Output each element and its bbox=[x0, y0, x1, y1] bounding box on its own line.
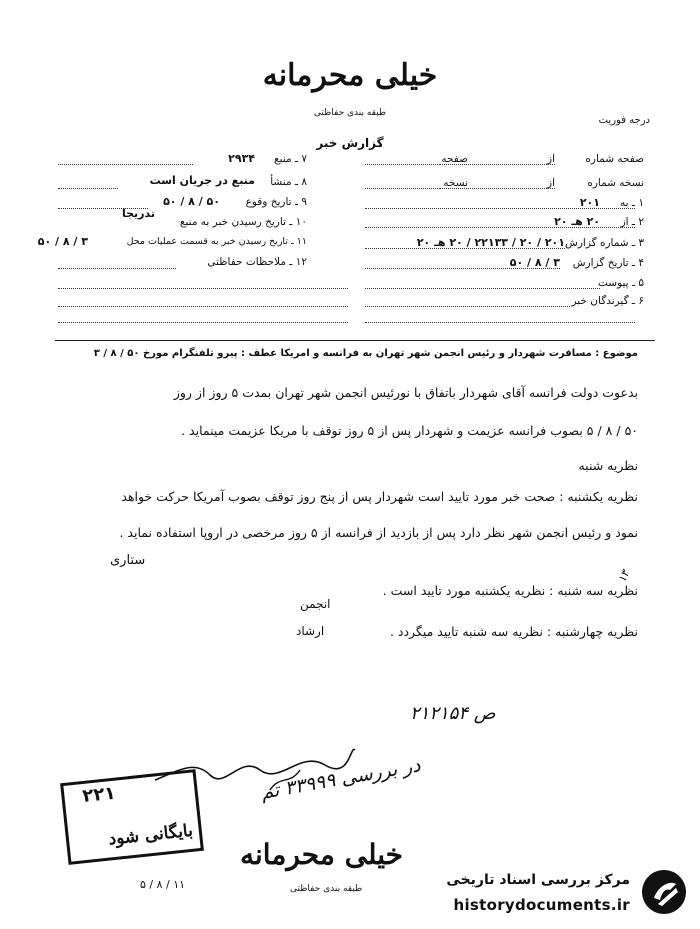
item7-label: ۷ ـ منبع bbox=[274, 153, 307, 165]
handwritten-margin-mark: ۱۳ bbox=[615, 568, 633, 585]
item6-dots bbox=[365, 306, 570, 307]
copy-of-label: از bbox=[547, 177, 555, 189]
item2-label: ۲ ـ از bbox=[620, 216, 644, 228]
handwritten-reference: ص ۲۱۲۱۵۴ bbox=[410, 703, 496, 724]
watermark-url: historydocuments.ir bbox=[453, 896, 630, 914]
copy-label: نسخه bbox=[443, 177, 468, 189]
priority-label: درجه فوریت bbox=[598, 115, 650, 126]
item12-dots bbox=[58, 268, 176, 269]
item8-label: ۸ ـ منشأ bbox=[270, 176, 307, 188]
stamp-text: بایگانی شود bbox=[107, 820, 194, 850]
item6-label: ۶ ـ گیرندگان خبر bbox=[571, 295, 644, 307]
body-line-6: نظریه سه شنبه : نظریه یکشنبه مورد تایید است . bbox=[382, 583, 638, 598]
subject-line: موضوع : مسافرت شهردار و رئیس انجمن شهر تهران به فرانسه و امریکا عطف : پیرو تلفنگرام مورخ ۵۰ / ۸ / ۳ bbox=[93, 348, 638, 359]
body-line-5: نمود و رئیس انجمن شهر نظر دارد پس از بازدید از فرانسه از ۵ روز مرخصی در اروپا استفاده نماید . bbox=[119, 525, 638, 540]
item11-value: ۵۰ / ۸ / ۳ bbox=[37, 235, 88, 248]
body-line-7: نظریه چهارشنبه : نظریه سه شنبه تایید میگردد . bbox=[389, 624, 638, 639]
item4-label: ۴ ـ تاریخ گزارش bbox=[572, 257, 644, 269]
item1-label: ۱ ـ به bbox=[620, 197, 644, 209]
item12-label: ۱۲ ـ ملاحظات حفاظتی bbox=[207, 256, 307, 268]
divider-line bbox=[55, 340, 655, 341]
item4-dots bbox=[365, 268, 560, 269]
page-label: صفحه bbox=[441, 153, 468, 165]
item1-value: ۲۰۱ bbox=[579, 196, 600, 209]
signature-2: انجمن bbox=[300, 597, 331, 611]
archive-stamp bbox=[60, 769, 204, 865]
stamp-number: ۲۲۱ bbox=[81, 782, 117, 807]
copy-of-dots bbox=[440, 188, 555, 189]
copy-dots bbox=[365, 188, 440, 189]
item4-value: ۵۰ / ۸ / ۳ bbox=[509, 256, 560, 269]
item2-dots bbox=[365, 227, 635, 228]
page-dots bbox=[365, 164, 440, 165]
item3-label: ۳ ـ شماره گزارش bbox=[565, 237, 644, 249]
item10-value: تدریجا bbox=[121, 207, 155, 220]
item3-value: ۲۰۱ / ۲۰ / ۲۲۱۳۳ / ۲۰ هـ ۲۰ bbox=[416, 236, 565, 249]
page-of-dots bbox=[440, 164, 555, 165]
left-dots-2 bbox=[58, 288, 348, 289]
item2-value: ۲۰ هـ ۲۰ bbox=[554, 215, 600, 228]
item7-value: ۲۹۳۴ bbox=[228, 152, 255, 165]
handwritten-note: در بررسی ۳۳۹۹۹ تم bbox=[259, 754, 423, 804]
signature-3: ارشاد bbox=[296, 624, 325, 638]
item8-value: منبع در جریان است bbox=[149, 174, 255, 187]
classification-label: طبقه بندی حفاظتی bbox=[313, 108, 387, 118]
left-dots-3 bbox=[58, 306, 348, 307]
body-line-1: بدعوت دولت فرانسه آقای شهردار باتفاق با نورئیس انجمن شهر تهران بمدت ۵ روز از روز bbox=[173, 385, 638, 400]
body-line-2: ۵۰ / ۸ / ۵ بصوب فرانسه عزیمت و شهردار پس از ۵ روز توقف با مریکا عزیمت مینماید . bbox=[181, 423, 638, 438]
footer-classification-label: طبقه بندی حفاظتی bbox=[290, 884, 363, 894]
item6-dots-2 bbox=[365, 322, 635, 323]
item7-dots bbox=[58, 164, 193, 165]
classification-title: خیلی محرمانه bbox=[262, 58, 438, 93]
item9-label: ۹ ـ تاریخ وقوع bbox=[245, 196, 307, 208]
copy-number-label: نسخه شماره bbox=[587, 177, 644, 189]
page-number-label: صفحه شماره bbox=[585, 153, 644, 165]
body-line-4: نظریه یکشنبه : صحت خبر مورد تایید است شهردار پس از پنج روز توقف بصوب آمریکا حرکت خواهد bbox=[121, 489, 638, 504]
report-title: گزارش خبر bbox=[316, 136, 384, 150]
page-of-label: از bbox=[547, 153, 555, 165]
watermark-name: مرکز بررسی اسناد تاریخی bbox=[446, 872, 630, 888]
body-line-3: نظریه شنبه bbox=[578, 458, 638, 473]
item1-dots bbox=[365, 208, 635, 209]
item9-value: ۵۰ / ۸ / ۵۰ bbox=[163, 195, 220, 208]
footer-classification-title: خیلی محرمانه bbox=[240, 838, 403, 871]
signature-1: ستاری bbox=[110, 553, 146, 568]
item5-label: ۵ ـ پیوست bbox=[597, 277, 644, 289]
item8-dots bbox=[58, 188, 118, 189]
watermark-logo-icon bbox=[640, 868, 688, 916]
left-dots-4 bbox=[58, 322, 348, 323]
stamp-date: ۵ / ۸ / ۱۱ bbox=[140, 878, 186, 891]
item10-label: ۱۰ ـ تاریخ رسیدن خبر به منبع bbox=[179, 216, 307, 228]
item5-dots bbox=[365, 288, 600, 289]
item3-dots bbox=[365, 248, 565, 249]
item11-label: ۱۱ ـ تاریخ رسیدن خبر به قسمت عملیات محل bbox=[126, 236, 307, 247]
